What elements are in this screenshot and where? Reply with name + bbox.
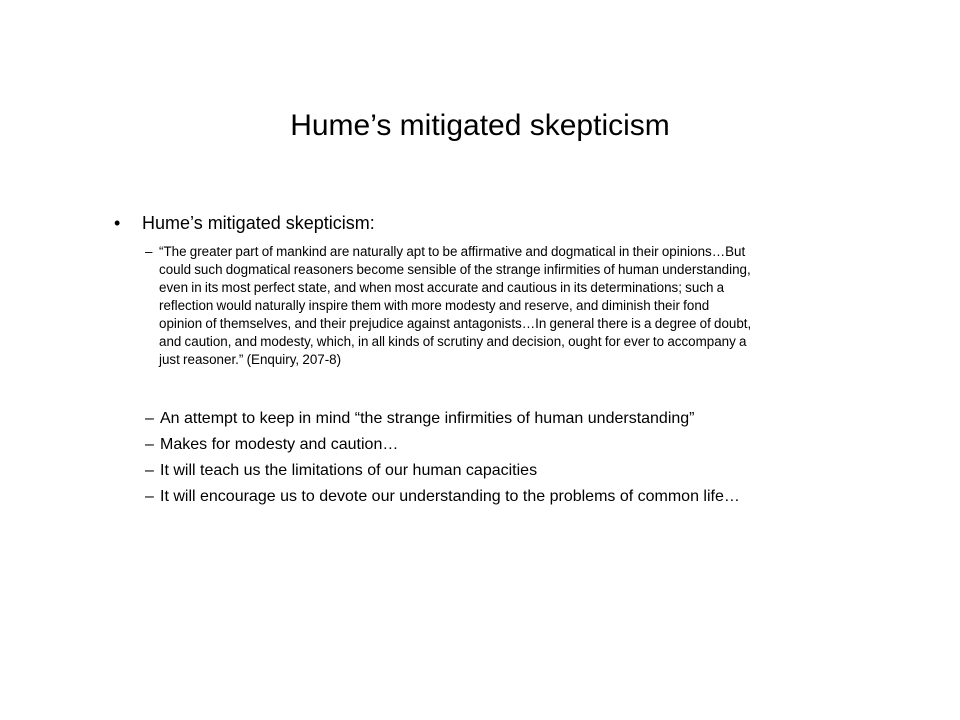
bullet-label: Hume’s mitigated skepticism: bbox=[142, 213, 375, 233]
sub-list bbox=[145, 406, 925, 510]
quote-line: just reasoner.” (Enquiry, 207-8) bbox=[159, 352, 342, 367]
quote-line: even in its most perfect state, and when most accurate and cautious in its determinations; such a bbox=[159, 280, 725, 295]
quote-line: could such dogmatical reasoners become sensible of the strange infirmities of human understanding, bbox=[159, 262, 751, 277]
quote-line: opinion of themselves, and their prejudice against antagonists…In general there is a degree of doubt, bbox=[159, 316, 752, 331]
sub-item-text: An attempt to keep in mind “the strange infirmities of human understanding” bbox=[160, 410, 695, 427]
slide-title: Hume’s mitigated skepticism bbox=[290, 109, 670, 142]
quote-line: reflection would naturally inspire them with more modesty and reserve, and diminish their fond bbox=[159, 298, 710, 313]
dash-marker: – bbox=[145, 488, 154, 505]
quote-text bbox=[159, 243, 905, 369]
quote-line: “The greater part of mankind are naturally apt to be affirmative and dogmatical in their opinions…But bbox=[159, 244, 746, 259]
sub-item bbox=[145, 458, 925, 484]
sub-item bbox=[145, 432, 925, 458]
sub-item-text: It will encourage us to devote our understanding to the problems of common life… bbox=[160, 488, 740, 505]
sub-item bbox=[145, 406, 925, 432]
quote-line: and caution, and modesty, which, in all kinds of scrutiny and decision, ought for ever to accompany a bbox=[159, 334, 747, 349]
dash-marker: – bbox=[145, 244, 153, 259]
quote-item bbox=[145, 243, 905, 369]
dash-marker: – bbox=[145, 410, 154, 427]
dash-marker: – bbox=[145, 462, 154, 479]
dash-marker: – bbox=[145, 436, 154, 453]
sub-item-text: Makes for modesty and caution… bbox=[160, 436, 399, 453]
bullet-marker: • bbox=[114, 213, 121, 233]
sub-item bbox=[145, 484, 925, 510]
sub-item-text: It will teach us the limitations of our human capacities bbox=[160, 462, 538, 479]
